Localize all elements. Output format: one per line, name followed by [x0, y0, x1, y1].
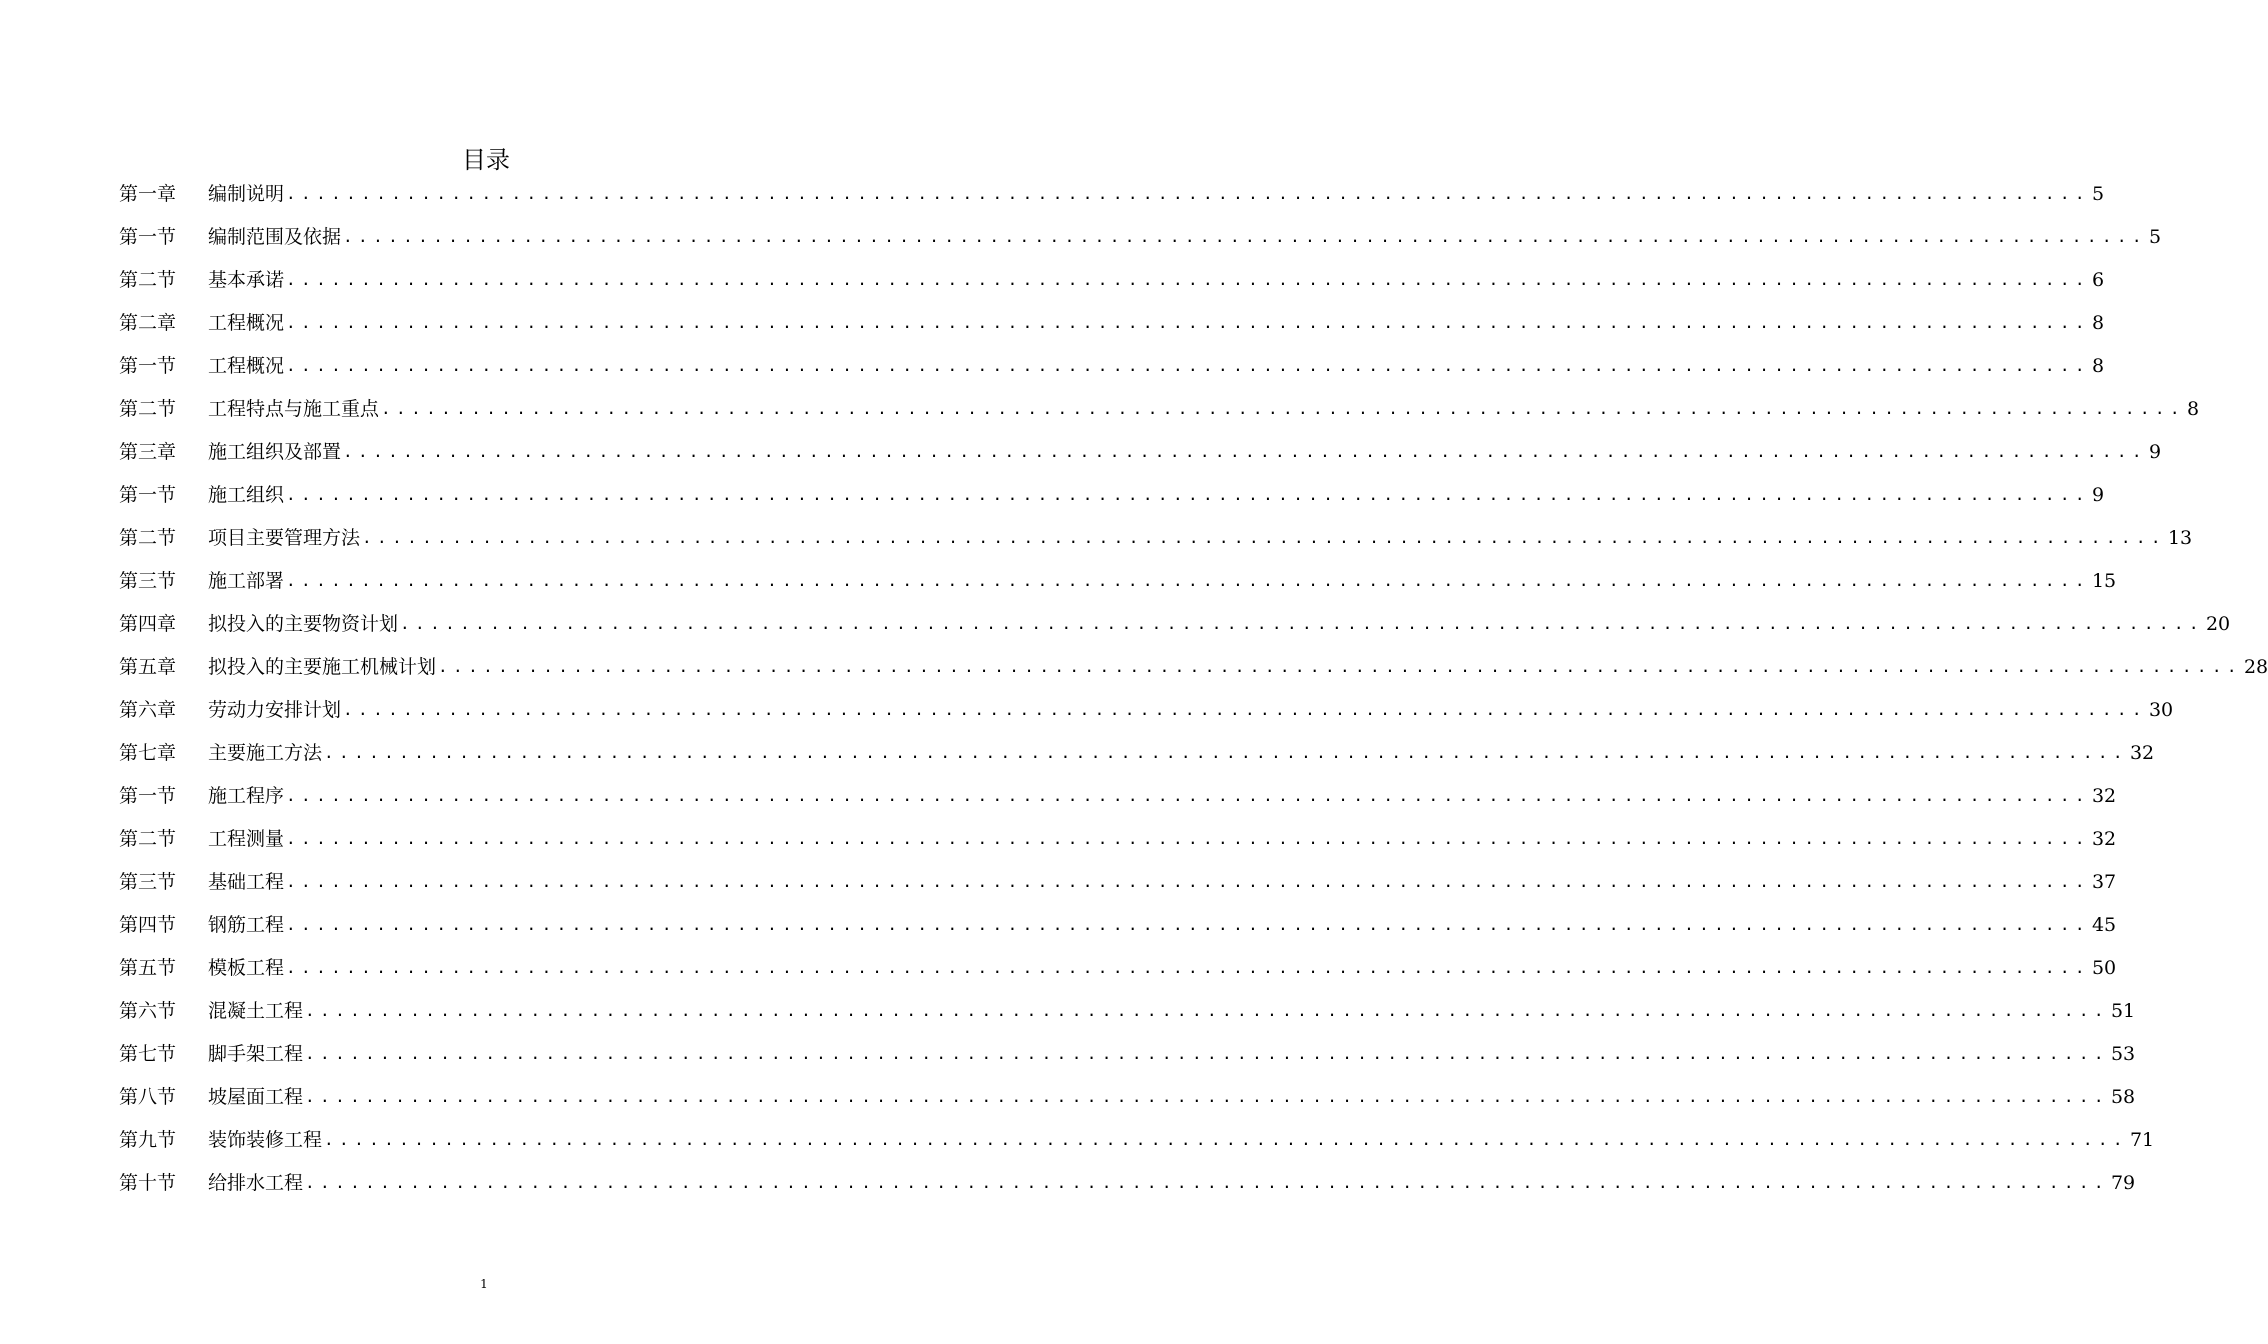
toc-entry-label: 第五节 [119, 956, 177, 979]
dot-leader: ........................................................................................................................ [305, 1086, 2109, 1106]
toc-entry-page: 32 [2129, 741, 2155, 764]
toc-entry-title: 混凝土工程 [208, 999, 304, 1022]
toc-entry-label: 第二节 [119, 397, 177, 420]
toc-entry-label: 第三节 [119, 569, 177, 592]
dot-leader: ........................................................................................................................ [286, 914, 2090, 934]
dot-leader: ........................................................................................................................ [324, 1129, 2128, 1149]
toc-entry-page: 32 [2091, 827, 2117, 850]
toc-entry-title: 工程测量 [208, 827, 285, 850]
toc-entry-title: 工程概况 [208, 311, 285, 334]
dot-leader: ........................................................................................................................ [286, 957, 2090, 977]
toc-entry-label: 第三章 [119, 440, 177, 463]
toc-entry-label: 第二章 [119, 311, 177, 334]
toc-entry[interactable] [119, 1032, 2136, 1075]
dot-leader: ........................................................................................................................ [343, 699, 2147, 719]
toc-entry-page: 58 [2110, 1085, 2136, 1108]
toc-entry-title: 装饰装修工程 [208, 1128, 323, 1151]
toc-entry-title: 给排水工程 [208, 1171, 304, 1194]
toc-entry[interactable] [119, 1075, 2136, 1118]
toc-entry-title: 钢筋工程 [208, 913, 285, 936]
dot-leader: ........................................................................................................................ [305, 1043, 2109, 1063]
toc-entry-title: 模板工程 [208, 956, 285, 979]
dot-leader: ........................................................................................................................ [286, 312, 2090, 332]
toc-entry-label: 第二节 [119, 827, 177, 850]
dot-leader: ........................................................................................................................ [305, 1000, 2109, 1020]
toc-entry-label: 第五章 [119, 655, 177, 678]
toc-entry-label: 第二节 [119, 526, 177, 549]
toc-entry[interactable] [119, 817, 2117, 860]
toc-entry-page: 8 [2091, 354, 2105, 377]
toc-entry-page: 13 [2167, 526, 2193, 549]
toc-entry[interactable] [119, 860, 2117, 903]
toc-entry[interactable] [119, 989, 2136, 1032]
toc-entry-page: 50 [2091, 956, 2117, 979]
dot-leader: ........................................................................................................................ [286, 785, 2090, 805]
toc-entry[interactable] [119, 473, 2105, 516]
toc-entry-label: 第六章 [119, 698, 177, 721]
toc-entry-title: 施工程序 [208, 784, 285, 807]
toc-entry-page: 51 [2110, 999, 2136, 1022]
toc-entry[interactable] [119, 430, 2162, 473]
toc-entry-title: 拟投入的主要施工机械计划 [208, 655, 437, 678]
toc-entry-page: 15 [2091, 569, 2117, 592]
toc-entry-label: 第六节 [119, 999, 177, 1022]
dot-leader: ........................................................................................................................ [438, 656, 2242, 676]
toc-entry[interactable] [119, 731, 2155, 774]
toc-entry[interactable] [119, 602, 2231, 645]
toc-entry-label: 第八节 [119, 1085, 177, 1108]
toc-entry-label: 第一节 [119, 483, 177, 506]
toc-entry[interactable] [119, 903, 2117, 946]
toc-entry-label: 第四节 [119, 913, 177, 936]
toc-entry-page: 8 [2091, 311, 2105, 334]
toc-entry-page: 9 [2148, 440, 2162, 463]
toc-entry-page: 30 [2148, 698, 2174, 721]
toc-entry-page: 53 [2110, 1042, 2136, 1065]
toc-entry-title: 项目主要管理方法 [208, 526, 361, 549]
toc-entry-page: 6 [2091, 268, 2105, 291]
dot-leader: ........................................................................................................................ [286, 183, 2090, 203]
toc-entry-label: 第四章 [119, 612, 177, 635]
toc-entry-page: 20 [2205, 612, 2231, 635]
toc-entry-page: 8 [2186, 397, 2200, 420]
dot-leader: ........................................................................................................................ [286, 871, 2090, 891]
toc-entry[interactable] [119, 172, 2105, 215]
toc-entry[interactable] [119, 645, 2268, 688]
toc-entry[interactable] [119, 559, 2117, 602]
toc-entry-title: 施工部署 [208, 569, 285, 592]
toc-entry[interactable] [119, 1118, 2155, 1161]
page-title: 目录 [462, 146, 510, 174]
toc-entry-title: 工程概况 [208, 354, 285, 377]
toc-entry-page: 32 [2091, 784, 2117, 807]
toc-entry-label: 第七节 [119, 1042, 177, 1065]
dot-leader: ........................................................................................................................ [343, 226, 2147, 246]
toc-entry-page: 37 [2091, 870, 2117, 893]
table-of-contents [119, 172, 2268, 1204]
dot-leader: ........................................................................................................................ [286, 570, 2090, 590]
toc-entry-title: 拟投入的主要物资计划 [208, 612, 399, 635]
toc-entry-label: 第一节 [119, 225, 177, 248]
toc-entry-title: 脚手架工程 [208, 1042, 304, 1065]
toc-entry-title: 编制范围及依据 [208, 225, 342, 248]
toc-entry-label: 第一节 [119, 784, 177, 807]
toc-entry-page: 28 [2243, 655, 2268, 678]
toc-entry-title: 坡屋面工程 [208, 1085, 304, 1108]
toc-entry[interactable] [119, 516, 2193, 559]
dot-leader: ........................................................................................................................ [343, 441, 2147, 461]
toc-entry[interactable] [119, 688, 2174, 731]
dot-leader: ........................................................................................................................ [324, 742, 2128, 762]
dot-leader: ........................................................................................................................ [286, 269, 2090, 289]
toc-entry[interactable] [119, 774, 2117, 817]
toc-entry-title: 基本承诺 [208, 268, 285, 291]
toc-entry-title: 编制说明 [208, 182, 285, 205]
toc-entry[interactable] [119, 344, 2105, 387]
toc-entry-page: 71 [2129, 1128, 2155, 1151]
toc-entry-title: 主要施工方法 [208, 741, 323, 764]
toc-entry-title: 工程特点与施工重点 [208, 397, 380, 420]
toc-entry-label: 第七章 [119, 741, 177, 764]
dot-leader: ........................................................................................................................ [286, 484, 2090, 504]
dot-leader: ........................................................................................................................ [286, 828, 2090, 848]
toc-entry[interactable] [119, 946, 2117, 989]
toc-entry-title: 施工组织及部置 [208, 440, 342, 463]
dot-leader: ........................................................................................................................ [286, 355, 2090, 375]
toc-entry[interactable] [119, 301, 2105, 344]
toc-entry-label: 第一节 [119, 354, 177, 377]
page-number: 1 [480, 1277, 488, 1291]
toc-entry-title: 基础工程 [208, 870, 285, 893]
toc-entry-title: 施工组织 [208, 483, 285, 506]
toc-entry-label: 第二节 [119, 268, 177, 291]
toc-entry-page: 9 [2091, 483, 2105, 506]
dot-leader: ........................................................................................................................ [381, 398, 2185, 418]
toc-entry-label: 第一章 [119, 182, 177, 205]
dot-leader: ........................................................................................................................ [362, 527, 2166, 547]
toc-entry[interactable] [119, 258, 2105, 301]
toc-entry[interactable] [119, 387, 2200, 430]
toc-entry-title: 劳动力安排计划 [208, 698, 342, 721]
toc-entry-label: 第九节 [119, 1128, 177, 1151]
toc-entry-page: 5 [2091, 182, 2105, 205]
toc-entry-page: 5 [2148, 225, 2162, 248]
toc-entry-label: 第三节 [119, 870, 177, 893]
toc-entry-page: 79 [2110, 1171, 2136, 1194]
toc-entry-page: 45 [2091, 913, 2117, 936]
dot-leader: ........................................................................................................................ [400, 613, 2204, 633]
dot-leader: ........................................................................................................................ [305, 1172, 2109, 1192]
toc-entry[interactable] [119, 215, 2162, 258]
toc-entry[interactable] [119, 1161, 2136, 1204]
toc-entry-label: 第十节 [119, 1171, 177, 1194]
